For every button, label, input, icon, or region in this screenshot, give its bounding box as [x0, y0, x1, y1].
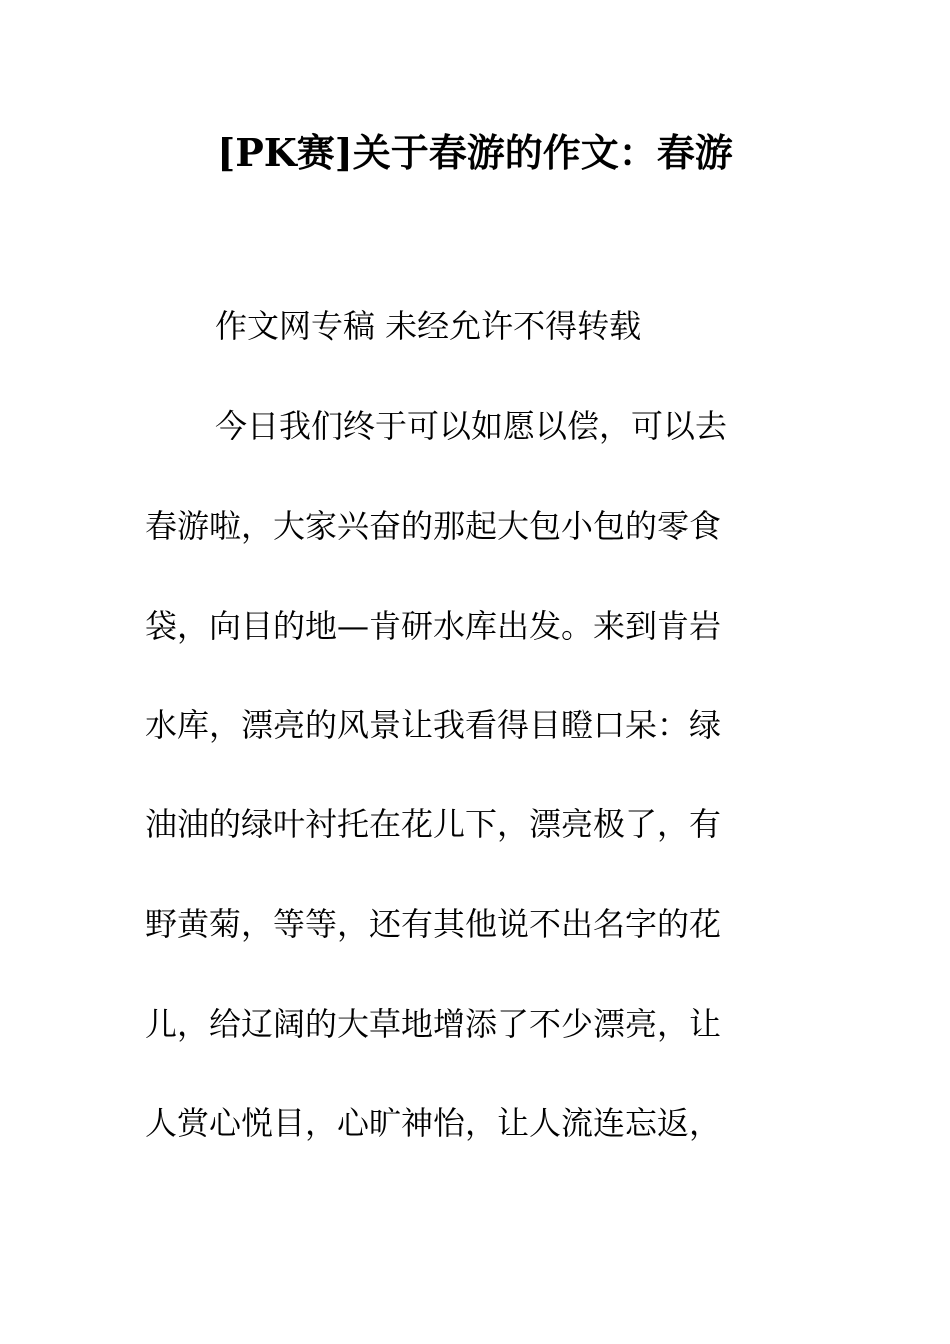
paragraph-line-7: 儿，给辽阔的大草地增添了不少漂亮，让: [145, 1005, 722, 1043]
document-title: [PK赛]关于春游的作文：春游: [217, 130, 733, 175]
paragraph-line-4: 水库，漂亮的风景让我看得目瞪口呆：绿: [145, 706, 722, 744]
paragraph-line-3: 袋，向目的地—肯研水库出发。来到肯岩: [145, 607, 722, 645]
copyright-note: 作文网专稿 未经允许不得转载: [215, 307, 642, 345]
paragraph-line-6: 野黄菊，等等，还有其他说不出名字的花: [145, 905, 722, 943]
paragraph-line-8: 人赏心悦目，心旷神怡，让人流连忘返，: [145, 1104, 722, 1142]
paragraph-line-2: 春游啦，大家兴奋的那起大包小包的零食: [145, 507, 722, 545]
paragraph-line-5: 油油的绿叶衬托在花儿下，漂亮极了，有: [145, 805, 722, 843]
paragraph-line-1: 今日我们终于可以如愿以偿，可以去: [215, 407, 728, 445]
